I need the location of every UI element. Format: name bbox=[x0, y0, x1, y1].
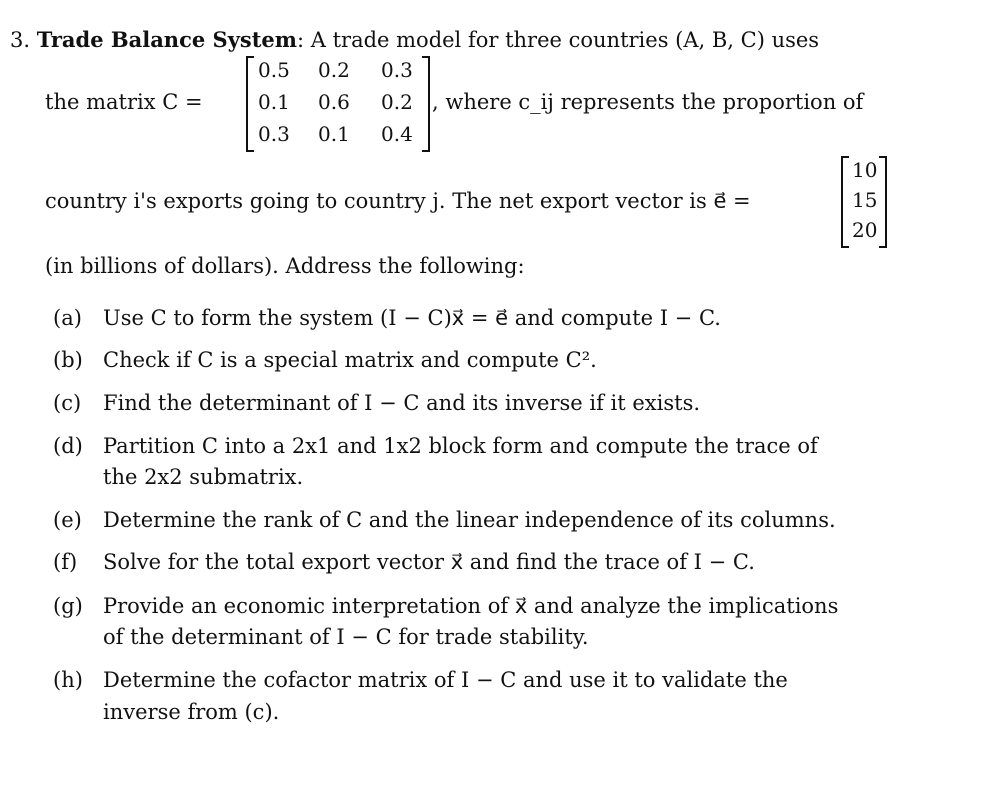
problem-intro: : A trade model for three countries (A, B, C) uses bbox=[297, 28, 820, 52]
vector-cell: 10 bbox=[852, 158, 878, 182]
matrix-cell: 0.1 bbox=[258, 90, 290, 114]
part-label-e: (e) bbox=[53, 508, 82, 532]
part-label-b: (b) bbox=[53, 348, 83, 372]
vector-e bbox=[841, 156, 887, 248]
part-d-line2: the 2x2 submatrix. bbox=[103, 465, 304, 489]
problem-number: 3. bbox=[10, 28, 31, 52]
matrix-cell: 0.6 bbox=[318, 90, 350, 114]
part-label-c: (c) bbox=[53, 391, 82, 415]
matrix-cell: 0.4 bbox=[381, 122, 413, 146]
part-label-a: (a) bbox=[53, 306, 82, 330]
part-e: Determine the rank of C and the linear independence of its columns. bbox=[103, 508, 836, 532]
part-label-h: (h) bbox=[53, 668, 83, 692]
part-h-line2: inverse from (c). bbox=[103, 700, 280, 724]
part-f: Solve for the total export vector x⃗ and find the trace of I − C. bbox=[103, 550, 755, 574]
part-a: Use C to form the system (I − C)x⃗ = e⃗ and compute I − C. bbox=[103, 306, 721, 330]
matrix-cell: 0.3 bbox=[381, 58, 413, 82]
problem-title: Trade Balance System bbox=[36, 27, 297, 52]
part-label-d: (d) bbox=[53, 434, 83, 458]
matrix-cell: 0.1 bbox=[318, 122, 350, 146]
line-4: (in billions of dollars). Address the following: bbox=[45, 254, 525, 278]
matrix-prefix: the matrix C = bbox=[45, 90, 203, 114]
part-b: Check if C is a special matrix and compute C². bbox=[103, 348, 597, 372]
problem-header bbox=[10, 28, 819, 52]
part-g-line2: of the determinant of I − C for trade stability. bbox=[103, 625, 589, 649]
matrix-cell: 0.2 bbox=[381, 90, 413, 114]
matrix-c bbox=[246, 56, 430, 152]
part-c: Find the determinant of I − C and its inverse if it exists. bbox=[103, 391, 701, 415]
part-label-g: (g) bbox=[53, 594, 83, 618]
matrix-cell: 0.3 bbox=[258, 122, 290, 146]
matrix-cell: 0.2 bbox=[318, 58, 350, 82]
part-label-f: (f) bbox=[53, 550, 78, 574]
vector-cell: 15 bbox=[852, 188, 878, 212]
line-3: country i's exports going to country j. The net export vector is e⃗ = bbox=[45, 189, 751, 213]
part-d-line1: Partition C into a 2x1 and 1x2 block form and compute the trace of bbox=[103, 434, 818, 458]
matrix-cell: 0.5 bbox=[258, 58, 290, 82]
vector-cell: 20 bbox=[852, 218, 878, 242]
part-g-line1: Provide an economic interpretation of x⃗ and analyze the implications bbox=[103, 594, 839, 618]
matrix-suffix: , where c_ij represents the proportion of bbox=[432, 90, 864, 114]
part-h-line1: Determine the cofactor matrix of I − C and use it to validate the bbox=[103, 668, 788, 692]
